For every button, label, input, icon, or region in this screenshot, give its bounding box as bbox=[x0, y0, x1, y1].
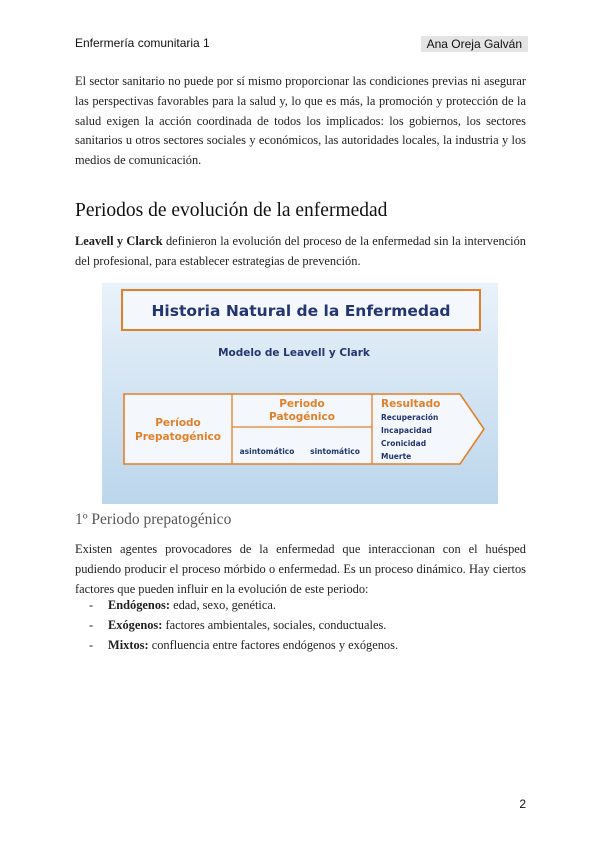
list-dash: - bbox=[89, 617, 94, 632]
list-item-text: factores ambientales, sociales, conductuales. bbox=[162, 617, 387, 632]
subsection-title: 1º Periodo prepatogénico bbox=[75, 511, 232, 528]
figure-subtitle: Modelo de Leavell y Clark bbox=[218, 347, 370, 359]
authors-bold: Leavell y Clarck bbox=[75, 234, 163, 248]
prepatogenic-label-1: Período bbox=[155, 417, 201, 429]
natural-history-figure bbox=[102, 283, 498, 504]
list-dash: - bbox=[89, 598, 94, 612]
result-label: Resultado bbox=[381, 398, 441, 410]
list-item-text: edad, sexo, genética. bbox=[169, 598, 276, 612]
outcome-death: Muerte bbox=[381, 452, 412, 461]
factors-list bbox=[75, 596, 398, 655]
list-dash: - bbox=[89, 637, 94, 652]
subsection-paragraph: Existen agentes provocadores de la enfermedad que interaccionan con el huésped pudiendo producir el proceso mórbido o enfermedad. Es un proceso dinámico. Hay ciertos factores que pueden influir en la evolución de este periodo: bbox=[75, 542, 526, 596]
list-item-label: Mixtos: bbox=[108, 637, 149, 652]
symptomatic-label: sintomático bbox=[310, 447, 360, 456]
header-author: Ana Oreja Galván bbox=[421, 36, 528, 52]
patogenic-label-1: Periodo bbox=[279, 398, 325, 410]
figure-title: Historia Natural de la Enfermedad bbox=[151, 302, 451, 320]
list-item bbox=[75, 616, 398, 636]
list-item-text: confluencia entre factores endógenos y exógenos. bbox=[148, 637, 399, 652]
outcome-recovery: Recuperación bbox=[381, 413, 439, 422]
patogenic-label-2: Patogénico bbox=[269, 411, 335, 423]
intro-paragraph: El sector sanitario no puede por sí mismo proporcionar las condiciones previas ni asegurar las perspectivas favorables para la salud y, lo que es más, la promoción y protección de la salud exigen la acción coordinada de todos los implicados: los gobiernos, los sectores sanitarios u otros sectores sociales y económicos, las autoridades locales, la industria y los medios de comunicación. bbox=[75, 74, 526, 168]
list-item bbox=[75, 636, 398, 656]
list-item-label: Exógenos: bbox=[108, 617, 163, 632]
asymptomatic-label: asintomático bbox=[239, 447, 295, 456]
section-paragraph-text: definieron la evolución del proceso de la enfermedad sin la intervención del profesional, para establecer estrategias de prevención. bbox=[75, 234, 526, 268]
list-item bbox=[75, 596, 398, 616]
outcome-disability: Incapacidad bbox=[381, 426, 432, 435]
list-item-label: Endógenos: bbox=[108, 598, 170, 612]
section-paragraph bbox=[75, 232, 526, 272]
outcome-chronicity: Cronicidad bbox=[381, 439, 427, 448]
section-title: Periodos de evolución de la enfermedad bbox=[75, 200, 388, 221]
page-number: 2 bbox=[519, 797, 526, 811]
header-title: Enfermería comunitaria 1 bbox=[75, 36, 210, 50]
prepatogenic-label-2: Prepatogénico bbox=[135, 431, 221, 443]
